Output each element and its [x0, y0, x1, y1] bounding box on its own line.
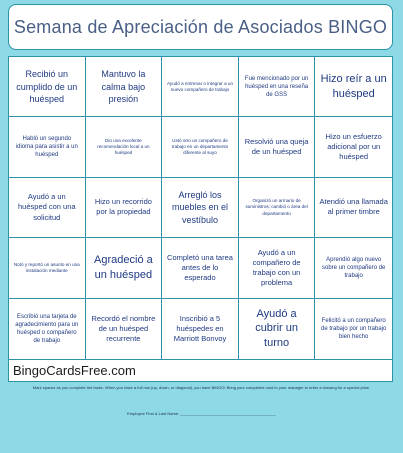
bingo-title	[8, 4, 393, 50]
bingo-cell-r2-c1[interactable]: Habló un segundo idioma para asistir a un huésped	[9, 117, 86, 177]
bingo-title-text: Semana de Apreciación de Asociados BINGO	[13, 16, 388, 37]
bingo-cell-r1-c2[interactable]: Mantuvo la calma bajo presión	[86, 57, 163, 117]
bingo-cell-r3-c5[interactable]: Atendió una llamada al primer timbre	[315, 178, 392, 238]
bingo-cell-r5-c2[interactable]: Recordó el nombre de un huésped recurrente	[86, 299, 163, 359]
bingo-cell-r2-c4[interactable]: Resolvió una queja de un huésped	[239, 117, 316, 177]
footer-brand: BingoCardsFree.com	[13, 363, 136, 378]
bingo-cell-r2-c2[interactable]: Dio una excelente recomendación local a un huésped	[86, 117, 163, 177]
bingo-cell-r3-c1[interactable]: Ayudó a un huésped con una solicitud	[9, 178, 86, 238]
bingo-cell-r4-c3[interactable]: Completó una tarea antes de lo esperado	[162, 238, 239, 298]
bingo-cell-r2-c3[interactable]: Ustó otro un compañero de trabajo en un departamento diferente al suyo	[162, 117, 239, 177]
bingo-cell-r5-c3[interactable]: Inscribió a 5 huéspedes en Marriott Bonvoy	[162, 299, 239, 359]
bingo-cell-r4-c2[interactable]: Agradeció a un huésped	[86, 238, 163, 298]
bingo-cell-r3-c4[interactable]: Organizó un armario de suministros; cambió o área del departamento	[239, 178, 316, 238]
bingo-cell-r4-c1[interactable]: Notó y reportó un asunto en una instalación mediante	[9, 238, 86, 298]
bingo-cell-r3-c3[interactable]: Arregló los muebles en el vestíbulo	[162, 178, 239, 238]
bingo-cell-r2-c5[interactable]: Hizo un esfuerzo adicional por un huésped	[315, 117, 392, 177]
bingo-cell-r5-c4[interactable]: Ayudó a cubrir un turno	[239, 299, 316, 359]
bingo-cell-r1-c3[interactable]: Ayudó a entrenar o integrar a un nuevo compañero de trabajo	[162, 57, 239, 117]
bingo-grid	[9, 57, 392, 359]
card-footer	[8, 360, 393, 382]
bingo-cell-r3-c2[interactable]: Hizo un recorrido por la propiedad	[86, 178, 163, 238]
bingo-cell-r4-c4[interactable]: Ayudó a un compañero de trabajo con un problema	[239, 238, 316, 298]
bingo-cell-r5-c1[interactable]: Escribió una tarjeta de agradecimiento para un huésped o compañero de trabajo	[9, 299, 86, 359]
bingo-cell-r5-c5[interactable]: Felicitó a un compañero de trabajo por un trabajo bien hecho	[320, 317, 387, 340]
bingo-cell-r1-c1[interactable]: Recibió un cumplido de un huésped	[9, 57, 86, 117]
instructions-text: Mark spaces as you complete the tasks. When you have a full row (up, down, or diagonal), you have BINGO! Bring your completed card to your manager to enter a drawing for a special prize.	[32, 385, 371, 390]
bingo-cell-r4-c5[interactable]: Aprendió algo nuevo sobre un compañero de trabajo	[315, 238, 392, 298]
bingo-cell-r1-c4[interactable]: Fue mencionado por un huésped en una reseña de GSS	[239, 57, 316, 117]
bingo-cell-r1-c5[interactable]: Hizo reír a un huésped	[315, 57, 392, 117]
signature-line: Employee First & Last Name: ___________________________________________	[127, 411, 276, 416]
bingo-card	[8, 56, 393, 360]
